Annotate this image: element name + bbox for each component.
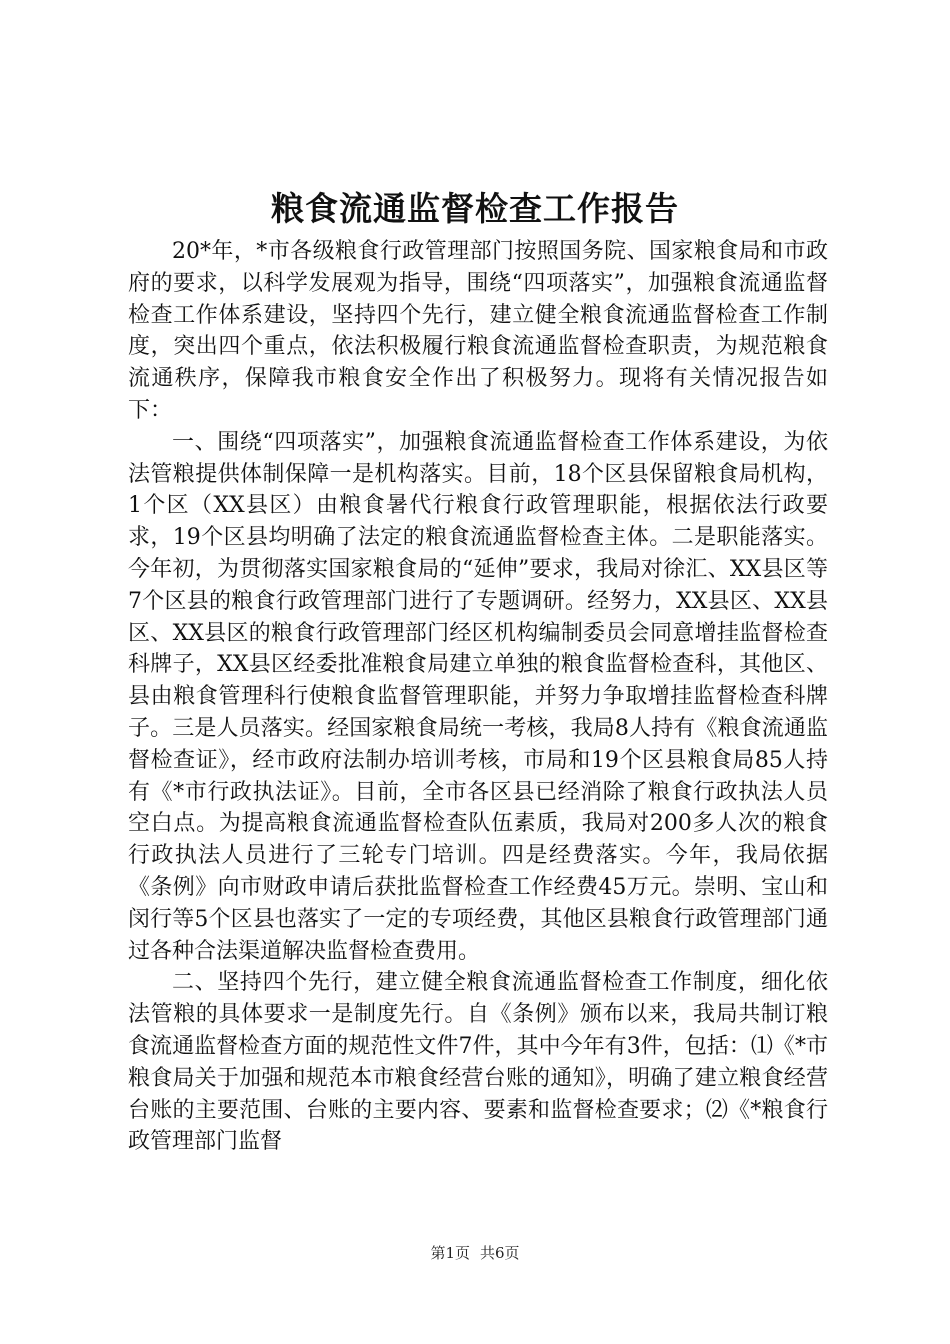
document-title: 粮食流通监督检查工作报告 xyxy=(271,189,679,228)
paragraph-intro: 20*年，*市各级粮食行政管理部门按照国务院、国家粮食局和市政府的要求，以科学发展观为指导，围绕“四项落实”，加强粮食流通监督检查工作体系建设，坚持四个先行，建立健全粮食流通监督检查工作制度，突出四个重点，依法积极履行粮食流通监督检查职责，为规范粮食流通秩序，保障我市粮食安全作出了积极努力。现将有关情况报告如下： xyxy=(128,239,828,423)
page-number: 第1页 xyxy=(430,1244,470,1262)
page-total: 共6页 xyxy=(480,1244,520,1262)
document-body xyxy=(128,236,828,1158)
page-footer xyxy=(0,1243,950,1263)
paragraph-section-1: 一、围绕“四项落实”，加强粮食流通监督检查工作体系建设，为依法管粮提供体制保障一是机构落实。目前，18个区县保留粮食局机构，1个区（XX县区）由粮食暑代行粮食行政管理职能，根据依法行政要求，19个区县均明确了法定的粮食流通监督检查主体。二是职能落实。今年初，为贯彻落实国家粮食局的“延伸”要求，我局对徐汇、XX县区等7个区县的粮食行政管理部门进行了专题调研。经努力，XX县区、XX县区、XX县区的粮食行政管理部门经区机构编制委员会同意增挂监督检查科牌子，XX县区经委批准粮食局建立单独的粮食监督检查科，其他区、县由粮食管理科行使粮食监督管理职能，并努力争取增挂监督检查科牌子。三是人员落实。经国家粮食局统一考核，我局8人持有《粮食流通监督检查证》，经市政府法制办培训考核，市局和19个区县粮食局85人持有《*市行政执法证》。目前，全市各区县已经消除了粮食行政执法人员空白点。为提高粮食流通监督检查队伍素质，我局对200多人次的粮食行政执法人员进行了三轮专门培训。四是经费落实。今年，我局依据《条例》向市财政申请后获批监督检查工作经费45万元。崇明、宝山和闵行等5个区县也落实了一定的专项经费，其他区县粮食行政管理部门通过各种合法渠道解决监督检查费用。 xyxy=(128,429,828,964)
paragraph-section-2: 二、坚持四个先行，建立健全粮食流通监督检查工作制度，细化依法管粮的具体要求一是制度先行。自《条例》颁布以来，我局共制订粮食流通监督检查方面的规范性文件7件，其中今年有3件，包括：⑴《*市粮食局关于加强和规范本市粮食经营台账的通知》，明确了建立粮食经营台账的主要范围、台账的主要内容、要素和监督检查要求；⑵《*粮食行政管理部门监督 xyxy=(128,970,828,1155)
